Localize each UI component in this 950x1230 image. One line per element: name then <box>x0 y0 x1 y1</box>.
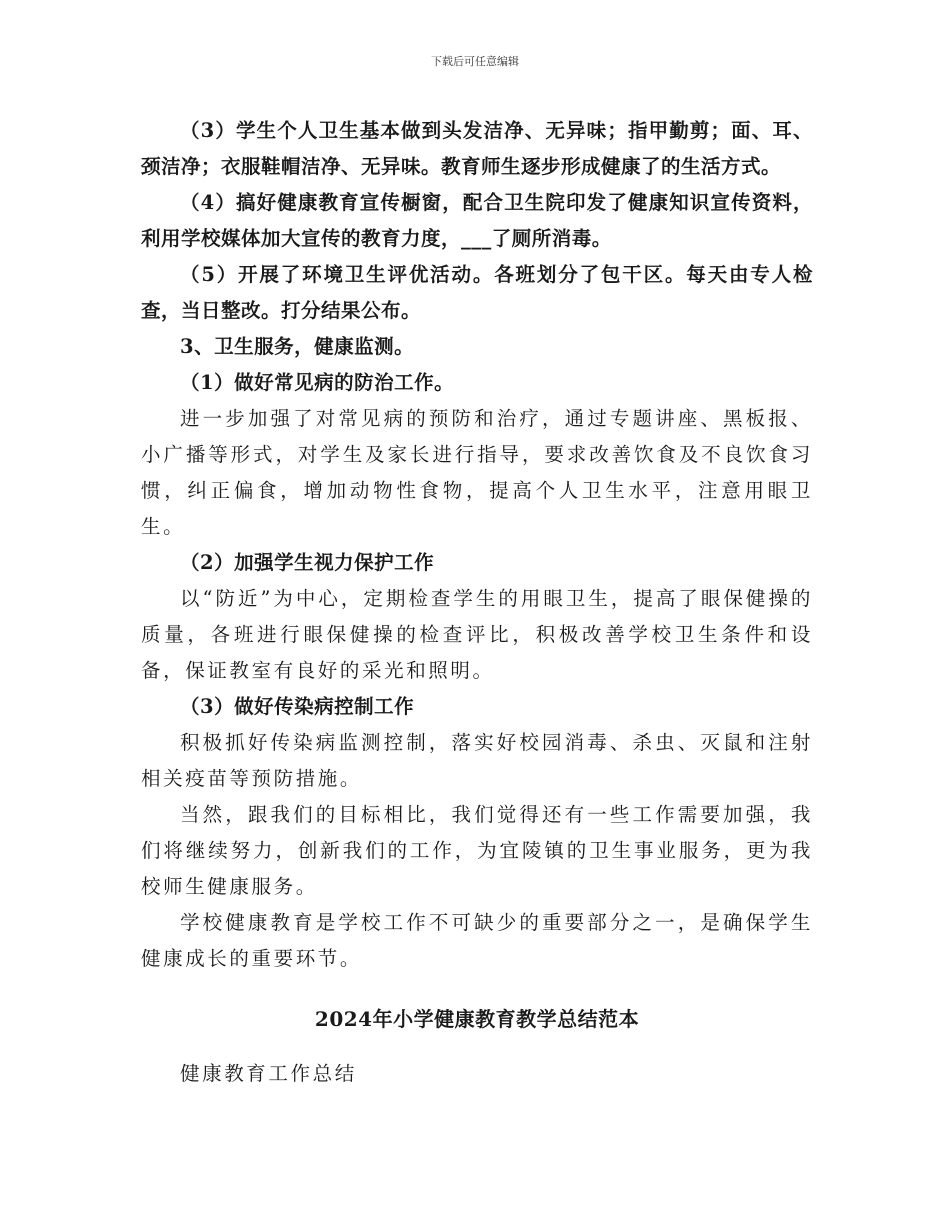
paragraph-subtitle: 健康教育工作总结 <box>180 1062 357 1085</box>
section-title: 2024年小学健康教育教学总结范本 <box>314 1007 640 1031</box>
paragraph-environment-evaluation: （5）开展了环境卫生评优活动。各班划分了包干区。每天由专人检查，当日整改。打分结果公布。 <box>141 263 813 322</box>
heading-common-disease: （1）做好常见病的防治工作。 <box>180 371 455 394</box>
paragraph-personal-hygiene: （3）学生个人卫生基本做到头发洁净、无异味；指甲勤剪；面、耳、颈洁净；衣服鞋帽洁净、无异味。教育师生逐步形成健康了的生活方式。 <box>141 119 813 178</box>
paragraph-common-disease: 进一步加强了对常见病的预防和治疗，通过专题讲座、黑板报、小广播等形式，对学生及家长进行指导，要求改善饮食及不良饮食习惯，纠正偏食，增加动物性食物，提高个人卫生水平，注意用眼卫生。 <box>141 407 813 538</box>
paragraph-infectious-disease: 积极抓好传染病监测控制，落实好校园消毒、杀虫、灭鼠和注射相关疫苗等预防措施。 <box>141 731 813 790</box>
heading-infectious-disease: （3）做好传染病控制工作 <box>180 695 415 718</box>
heading-vision-protection: （2）加强学生视力保护工作 <box>180 551 435 574</box>
paragraph-health-publicity: （4）搞好健康教育宣传橱窗，配合卫生院印发了健康知识宣传资料，利用学校媒体加大宣传的教育力度，___了厕所消毒。 <box>141 191 813 250</box>
document-body <box>141 113 813 1092</box>
page-header: 下载后可任意编辑 <box>431 55 519 68</box>
heading-health-service: 3、卫生服务，健康监测。 <box>180 335 415 358</box>
paragraph-importance: 学校健康教育是学校工作不可缺少的重要部分之一，是确保学生健康成长的重要环节。 <box>141 911 813 970</box>
paragraph-conclusion: 当然，跟我们的目标相比，我们觉得还有一些工作需要加强，我们将继续努力，创新我们的工作，为宜陵镇的卫生事业服务，更为我校师生健康服务。 <box>141 803 813 898</box>
paragraph-vision-protection: 以“防近”为中心，定期检查学生的用眼卫生，提高了眼保健操的质量，各班进行眼保健操的检查评比，积极改善学校卫生条件和设备，保证教室有良好的采光和照明。 <box>141 587 813 682</box>
